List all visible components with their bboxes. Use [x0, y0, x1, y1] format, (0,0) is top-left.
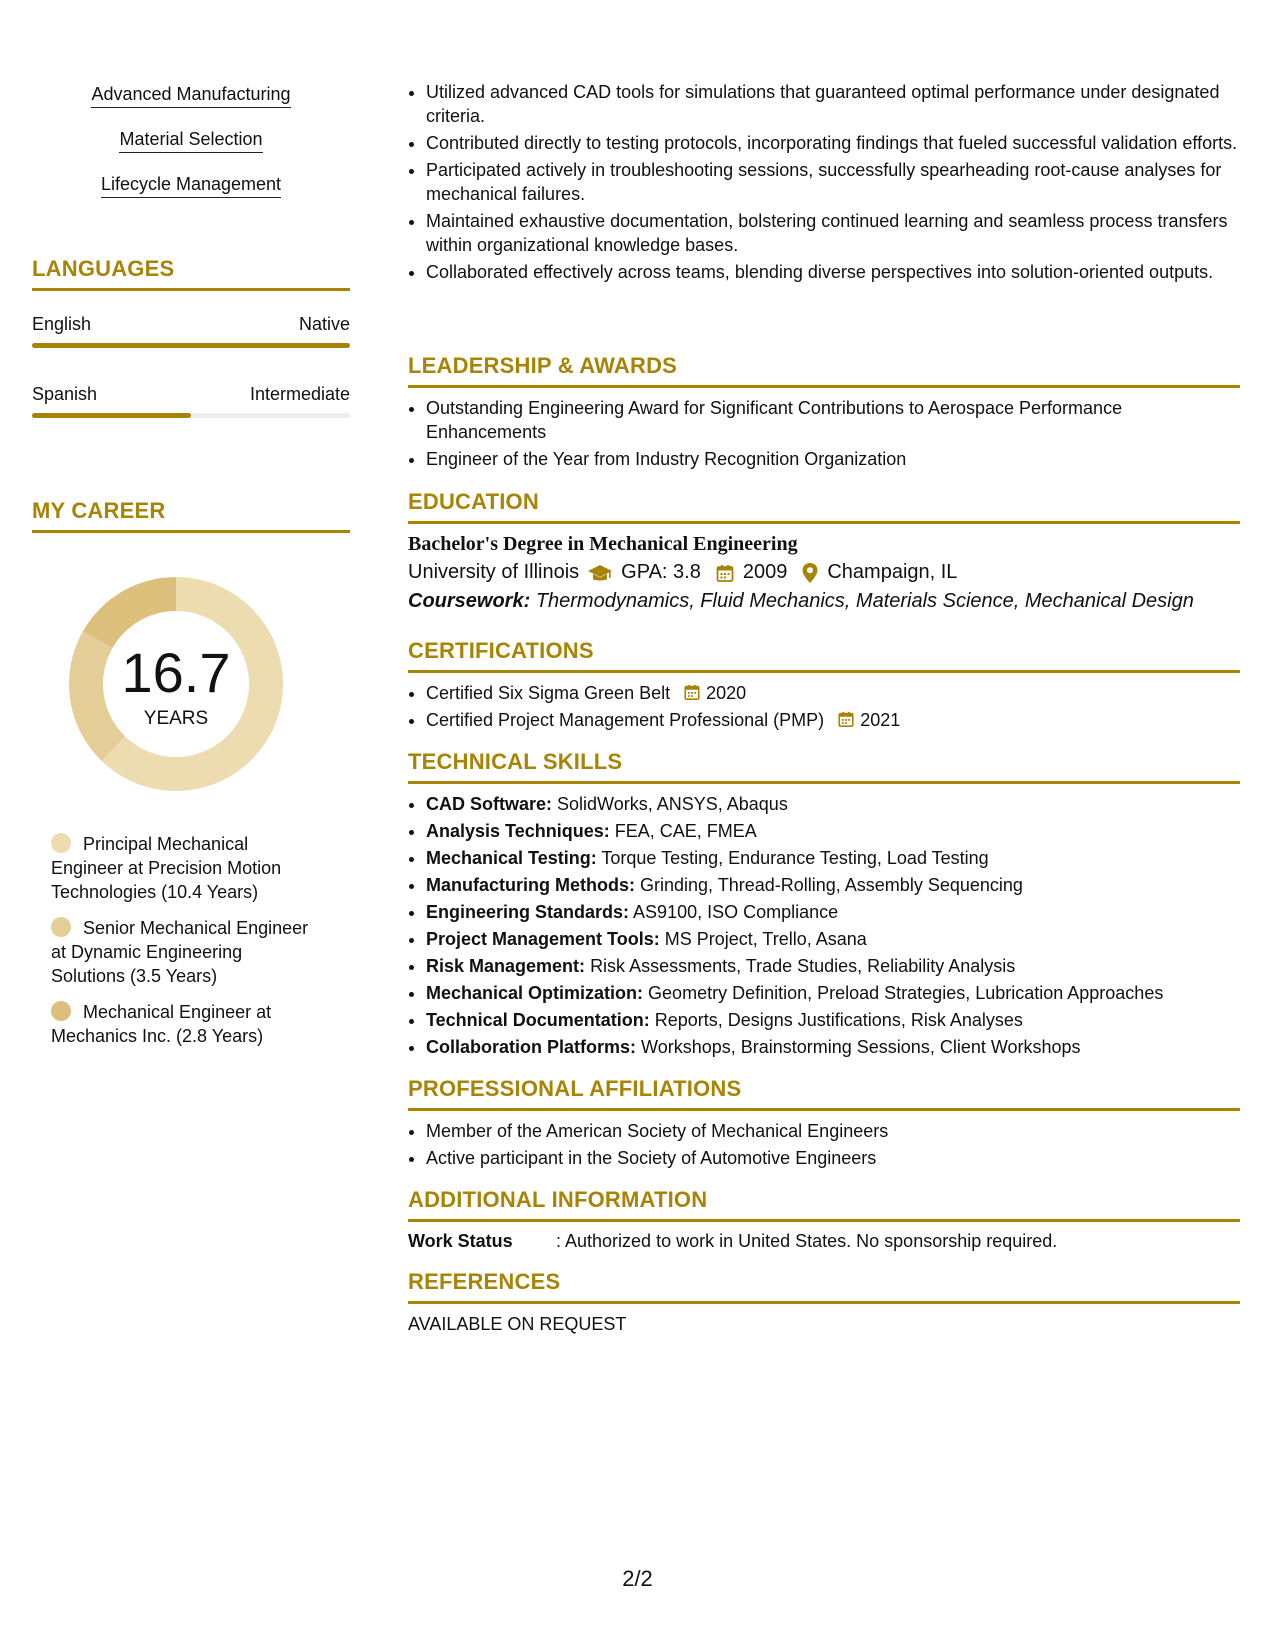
technical-skills-heading: TECHNICAL SKILLS: [408, 749, 1240, 784]
certification-name: Certified Project Management Professional (PMP): [426, 710, 825, 730]
career-total-value: 16.7: [121, 641, 231, 704]
skill-tag: Lifecycle Management: [101, 174, 281, 198]
affiliations-section: [408, 1076, 1240, 1173]
technical-skill-item: [426, 1008, 1240, 1032]
career-item-text: Senior Mechanical Engineer at Dynamic Engineering Solutions (3.5 Years): [51, 918, 309, 986]
references-heading: REFERENCES: [408, 1269, 1240, 1304]
skill-label: Collaboration Platforms:: [426, 1037, 637, 1057]
technical-skill-item: [426, 873, 1240, 897]
language-level-fill: [32, 413, 191, 418]
certifications-section: [408, 638, 1240, 735]
skill-value: SolidWorks, ANSYS, Abaqus: [557, 794, 788, 814]
language-level: Native: [298, 314, 350, 334]
skill-value: MS Project, Trello, Asana: [664, 929, 867, 949]
education-section: [408, 489, 1240, 613]
career-dot-icon: [51, 917, 71, 937]
additional-info-section: [408, 1187, 1240, 1252]
skill-value: Workshops, Brainstorming Sessions, Client Workshops: [641, 1037, 1081, 1057]
work-status-value: : Authorized to work in United States. No sponsorship required.: [556, 1231, 1058, 1251]
language-name: Spanish: [32, 384, 98, 404]
skill-label: Mechanical Optimization:: [426, 983, 644, 1003]
technical-skill-item: [426, 927, 1240, 951]
experience-bullet: • Collaborated effectively across teams, blending diverse perspectives into solution-oriented outputs.: [426, 260, 1240, 284]
graduation-cap-icon: [587, 563, 613, 583]
language-level: Intermediate: [249, 384, 350, 404]
skill-label: Mechanical Testing:: [426, 848, 597, 868]
coursework: [408, 590, 1240, 613]
languages-heading: LANGUAGES: [32, 256, 350, 291]
skill-label: Technical Documentation:: [426, 1010, 650, 1030]
skill-value: Torque Testing, Endurance Testing, Load Testing: [601, 848, 989, 868]
skill-value: FEA, CAE, FMEA: [614, 821, 757, 841]
career-item: [51, 916, 321, 988]
career-item: [51, 832, 321, 904]
skill-label: Risk Management:: [426, 956, 586, 976]
gpa: GPA: 3.8: [621, 561, 701, 583]
certification-year: 2021: [860, 710, 901, 730]
certification-year: 2020: [706, 683, 747, 703]
school-location: Champaign, IL: [827, 561, 958, 583]
career-heading: MY CAREER: [32, 498, 350, 533]
experience-bullet: • Contributed directly to testing protocols, incorporating findings that fueled successful validation efforts.: [426, 131, 1240, 155]
calendar-icon: [683, 683, 701, 701]
career-legend: [51, 832, 321, 1048]
leadership-heading: LEADERSHIP & AWARDS: [408, 353, 1240, 388]
language-level-bar: [32, 413, 350, 418]
technical-skill-item: [426, 846, 1240, 870]
certification-item: [426, 708, 1240, 732]
award-item: • Engineer of the Year from Industry Recognition Organization: [426, 447, 1240, 471]
coursework-list: Thermodynamics, Fluid Mechanics, Materials Science, Mechanical Design: [535, 590, 1194, 612]
language-spanish: [32, 384, 350, 418]
skill-value: Geometry Definition, Preload Strategies, Lubrication Approaches: [648, 983, 1164, 1003]
degree-title: Bachelor's Degree in Mechanical Engineering: [408, 533, 798, 555]
graduation-year: 2009: [742, 561, 788, 583]
career-dot-icon: [51, 1001, 71, 1021]
skill-tag: Advanced Manufacturing: [91, 84, 290, 108]
language-level-bar: [32, 343, 350, 348]
career-total-unit: YEARS: [143, 708, 209, 729]
skill-label: Project Management Tools:: [426, 929, 660, 949]
school-name: University of Illinois: [408, 561, 580, 583]
skill-label: CAD Software:: [426, 794, 553, 814]
affiliation-item: • Active participant in the Society of Automotive Engineers: [426, 1146, 1240, 1170]
education-heading: EDUCATION: [408, 489, 1240, 524]
technical-skill-item: [426, 954, 1240, 978]
location-pin-icon: [801, 562, 819, 584]
calendar-icon: [715, 563, 735, 583]
experience-bullet: • Utilized advanced CAD tools for simulations that guaranteed optimal performance under designated criteria.: [426, 80, 1240, 128]
language-english: [32, 314, 350, 348]
technical-skill-item: [426, 981, 1240, 1005]
career-item-text: Principal Mechanical Engineer at Precision Motion Technologies (10.4 Years): [51, 834, 282, 902]
education-details: [408, 561, 1240, 584]
skill-value: Grinding, Thread-Rolling, Assembly Sequencing: [640, 875, 1023, 895]
career-donut-slice: [83, 577, 176, 648]
technical-skill-item: [426, 792, 1240, 816]
page-number: 2/2: [622, 1566, 653, 1591]
experience-bullet: • Participated actively in troubleshooting sessions, successfully spearheading root-cause analyses for mechanical failures.: [426, 158, 1240, 206]
career-donut-chart: [64, 572, 288, 796]
language-level-fill: [32, 343, 350, 348]
affiliations-heading: PROFESSIONAL AFFILIATIONS: [408, 1076, 1240, 1111]
technical-skill-item: [426, 1035, 1240, 1059]
award-item: • Outstanding Engineering Award for Significant Contributions to Aerospace Performance Enhancements: [426, 396, 1240, 444]
experience-bullet: • Maintained exhaustive documentation, bolstering continued learning and seamless process transfers within organizational knowledge bases.: [426, 209, 1240, 257]
language-name: English: [32, 314, 92, 334]
career-item-text: Mechanical Engineer at Mechanics Inc. (2.8 Years): [51, 1002, 272, 1046]
career-dot-icon: [51, 833, 71, 853]
technical-skill-item: [426, 900, 1240, 924]
references-section: [408, 1269, 1240, 1335]
work-status-label: Work Status: [408, 1231, 513, 1251]
certification-item: [426, 681, 1240, 705]
skill-value: AS9100, ISO Compliance: [633, 902, 839, 922]
additional-info-heading: ADDITIONAL INFORMATION: [408, 1187, 1240, 1222]
skill-label: Manufacturing Methods:: [426, 875, 635, 895]
skill-label: Engineering Standards:: [426, 902, 630, 922]
technical-skill-item: [426, 819, 1240, 843]
work-status-row: [408, 1231, 1240, 1252]
affiliation-item: • Member of the American Society of Mechanical Engineers: [426, 1119, 1240, 1143]
career-item: [51, 1000, 321, 1048]
references-text: AVAILABLE ON REQUEST: [408, 1314, 627, 1334]
skill-tag: Material Selection: [119, 129, 262, 153]
leadership-section: [408, 353, 1240, 474]
calendar-icon: [837, 710, 855, 728]
skill-value: Risk Assessments, Trade Studies, Reliability Analysis: [590, 956, 1016, 976]
certification-name: Certified Six Sigma Green Belt: [426, 683, 671, 703]
skill-label: Analysis Techniques:: [426, 821, 610, 841]
technical-skills-section: [408, 749, 1240, 1062]
coursework-label: Coursework:: [408, 590, 531, 612]
experience-bullets: [408, 80, 1240, 287]
career-donut-slice: [69, 631, 125, 761]
certifications-heading: CERTIFICATIONS: [408, 638, 1240, 673]
skill-value: Reports, Designs Justifications, Risk Analyses: [654, 1010, 1023, 1030]
